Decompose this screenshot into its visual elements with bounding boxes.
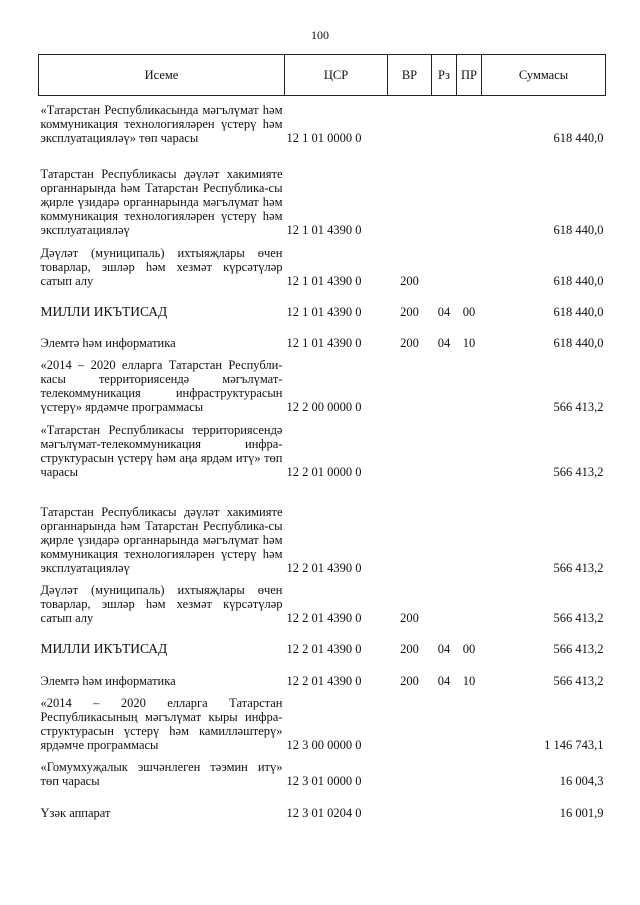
row-vr: 200: [400, 273, 419, 288]
row-csr: 12 1 01 4390 0: [286, 335, 362, 350]
row-rz: [432, 688, 457, 752]
row-vr: [388, 479, 432, 575]
row-sum: 16 004,3: [559, 773, 604, 788]
row-rz: [432, 575, 457, 625]
row-sum: 566 413,2: [553, 673, 604, 688]
row-csr: 12 2 00 0000 0: [286, 399, 362, 414]
row-rz: [432, 414, 457, 479]
row-name: Татарстан Республикасы дәүләт хакимияте органнарында һәм Татарстан Республика-сы җирле үзидарә органнарында мәгълүмат һәм коммуникация технологияләрен үстерү һәм эксплуатацияләү: [40, 166, 283, 237]
row-vr: 200: [400, 335, 419, 350]
table-row: [39, 414, 606, 479]
header-name: Исеме: [39, 55, 285, 96]
row-vr: [388, 96, 432, 145]
row-pr: [457, 752, 482, 788]
row-rz: [432, 752, 457, 788]
row-sum: 566 413,2: [553, 399, 604, 414]
row-pr: 00: [462, 641, 476, 656]
row-rz: [432, 479, 457, 575]
row-vr: [388, 350, 432, 414]
table-row: [39, 288, 606, 319]
row-sum: 566 413,2: [553, 641, 604, 656]
row-pr: 10: [462, 335, 476, 350]
table-row: [39, 479, 606, 575]
row-csr: 12 2 01 0000 0: [286, 464, 362, 479]
table-row: [39, 656, 606, 688]
row-vr: [388, 688, 432, 752]
table-row: [39, 319, 606, 350]
table-row: [39, 237, 606, 288]
row-rz: 04: [437, 335, 451, 350]
row-vr: 200: [400, 304, 419, 319]
row-pr: [457, 350, 482, 414]
row-pr: [457, 414, 482, 479]
row-name: Татарстан Республикасы дәүләт хакимияте органнарында һәм Татарстан Республика-сы җирле үзидарә органнарында мәгълүмат һәм коммуникация технологияләрен үстерү һәм эксплуатацияләү: [40, 504, 283, 575]
row-vr: [388, 752, 432, 788]
table-row: [39, 625, 606, 656]
row-sum: 16 001,9: [559, 805, 604, 820]
header-sum: Суммасы: [482, 55, 606, 96]
row-csr: 12 2 01 4390 0: [286, 673, 362, 688]
header-csr: ЦСР: [285, 55, 388, 96]
row-pr: [457, 788, 482, 820]
row-sum: 618 440,0: [553, 222, 604, 237]
row-csr: 12 3 01 0204 0: [286, 805, 362, 820]
row-csr: 12 3 00 0000 0: [286, 737, 362, 752]
row-csr: 12 3 01 0000 0: [286, 773, 362, 788]
row-sum: 566 413,2: [553, 610, 604, 625]
table-header-row: [39, 55, 606, 96]
row-name: «2014 – 2020 елларга Татарстан Республи-касы территориясендә мәгълүмат-телекоммуникация инфраструктурасын үстерү» ярдәмче программасы: [40, 357, 283, 414]
row-csr: 12 1 01 4390 0: [286, 273, 362, 288]
row-pr: [457, 479, 482, 575]
row-pr: [457, 145, 482, 237]
row-pr: 10: [462, 673, 476, 688]
row-name: Элемтә һәм информатика: [40, 335, 176, 350]
header-rz: Рз: [432, 55, 457, 96]
row-pr: [457, 688, 482, 752]
row-vr: 200: [400, 673, 419, 688]
row-csr: 12 1 01 4390 0: [286, 222, 362, 237]
row-vr: [388, 414, 432, 479]
table-row: [39, 575, 606, 625]
row-pr: [457, 237, 482, 288]
row-sum: 618 440,0: [553, 130, 604, 145]
row-sum: 618 440,0: [553, 273, 604, 288]
header-vr: ВР: [388, 55, 432, 96]
row-sum: 566 413,2: [553, 560, 604, 575]
row-rz: 04: [437, 673, 451, 688]
row-rz: [432, 145, 457, 237]
table-row: [39, 688, 606, 752]
header-pr: ПР: [457, 55, 482, 96]
table-row: [39, 752, 606, 788]
table-row: [39, 145, 606, 237]
row-sum: 566 413,2: [553, 464, 604, 479]
row-sum: 618 440,0: [553, 304, 604, 319]
row-csr: 12 2 01 4390 0: [286, 560, 362, 575]
row-name: «Татарстан Республикасында мәгълүмат һәм коммуникация технологияләрен үстерү һәм эксплуатацияләү» төп чарасы: [40, 102, 283, 145]
row-name: Үзәк аппарат: [40, 805, 111, 820]
table-row: [39, 350, 606, 414]
row-csr: 12 2 01 4390 0: [286, 610, 362, 625]
row-csr: 12 2 01 4390 0: [286, 641, 362, 656]
row-name: Дәүләт (муниципаль) ихтыяҗлары өчен товарлар, эшләр һәм хезмәт күрсәтүләр сатып алу: [40, 245, 283, 288]
row-name: МИЛЛИ ИКЪТИСАД: [40, 303, 168, 319]
table-row: [39, 96, 606, 145]
row-vr: [388, 145, 432, 237]
budget-table: [38, 54, 606, 820]
row-name: МИЛЛИ ИКЪТИСАД: [40, 640, 168, 656]
row-csr: 12 1 01 0000 0: [286, 130, 362, 145]
row-csr: 12 1 01 4390 0: [286, 304, 362, 319]
row-pr: 00: [462, 304, 476, 319]
row-rz: 04: [437, 304, 451, 319]
row-rz: [432, 96, 457, 145]
page-number: 100: [311, 28, 329, 42]
row-rz: [432, 237, 457, 288]
row-name: Элемтә һәм информатика: [40, 673, 176, 688]
row-name: «2014 – 2020 елларга Татарстан Республикасының мәгълүмат кыры инфра-структурасын үстерү һәм камилләштерү» ярдәмче программасы: [40, 695, 283, 752]
row-rz: 04: [437, 641, 451, 656]
table-row: [39, 788, 606, 820]
row-sum: 1 146 743,1: [544, 737, 604, 752]
row-name: «Татарстан Республикасы территориясендә мәгълүмат-телекоммуникация инфра-структурасын үстерү һәм аңа ярдәм итү» төп чарасы: [40, 422, 283, 479]
row-rz: [432, 788, 457, 820]
row-vr: 200: [400, 641, 419, 656]
row-sum: 618 440,0: [553, 335, 604, 350]
row-vr: [388, 788, 432, 820]
row-name: Дәүләт (муниципаль) ихтыяҗлары өчен товарлар, эшләр һәм хезмәт күрсәтүләр сатып алу: [40, 582, 283, 625]
row-rz: [432, 350, 457, 414]
row-name: «Гомумхуҗалык эшчәнлеген тәэмин итү» төп чарасы: [40, 759, 283, 788]
row-pr: [457, 96, 482, 145]
row-pr: [457, 575, 482, 625]
row-vr: 200: [400, 610, 419, 625]
